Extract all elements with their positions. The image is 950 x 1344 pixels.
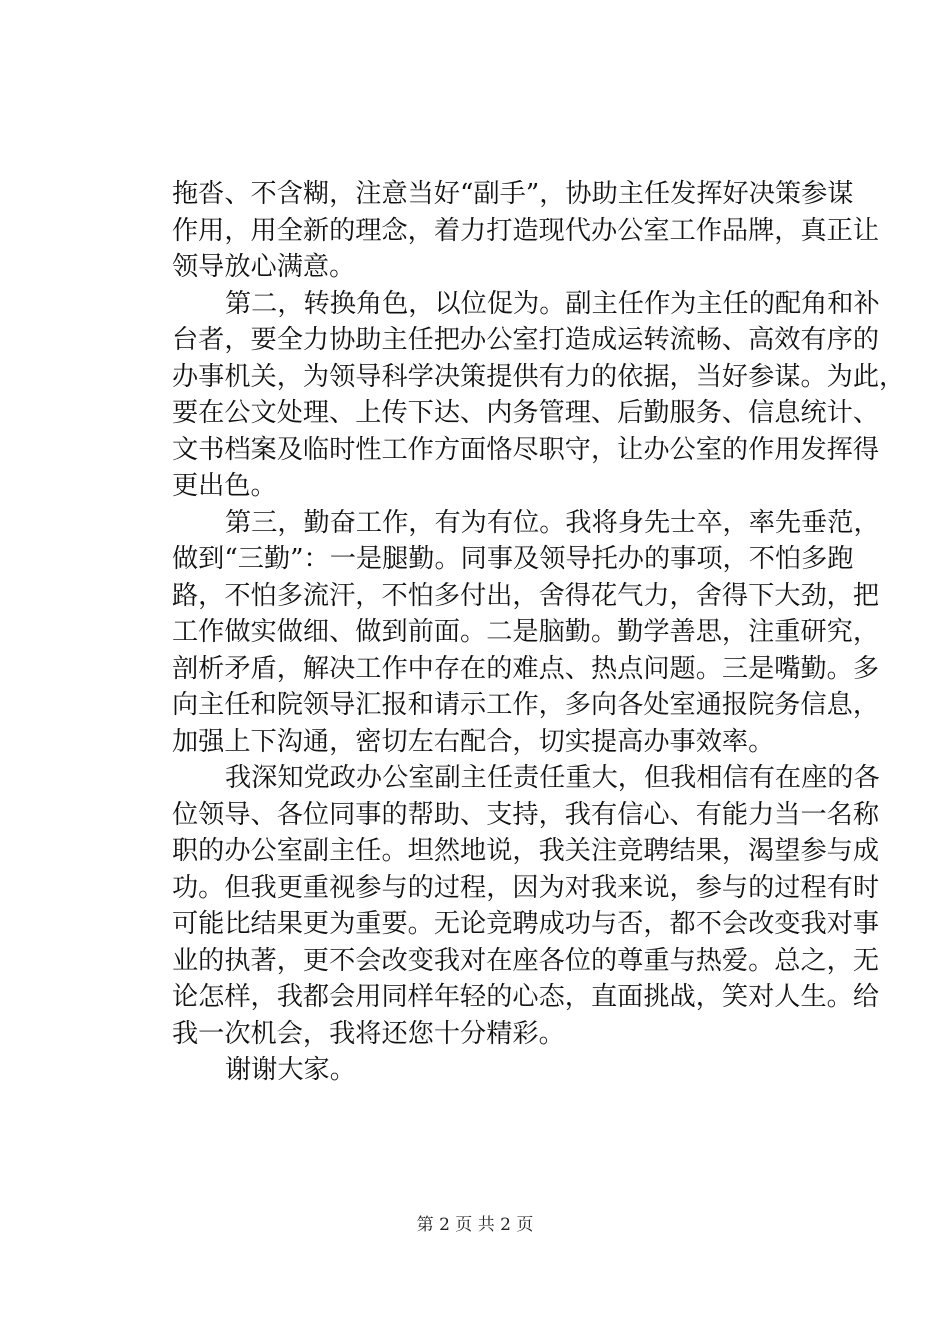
text-line: 路，不怕多流汗，不怕多付出，舍得花气力，舍得下大劲，把 — [172, 580, 880, 611]
paragraph-first-line: 第二，转换角色，以位促为。副主任作为主任的配角和补 — [225, 288, 880, 319]
paragraph-first-line: 我深知党政办公室副主任责任重大，但我相信有在座的各 — [225, 763, 880, 793]
text-line: 职的办公室副主任。坦然地说，我关注竞聘结果，渴望参与成 — [172, 836, 880, 866]
text-line: 领导放心满意。 — [172, 252, 356, 282]
text-line: 位领导、各位同事的帮助、支持，我有信心、有能力当一名称 — [172, 799, 880, 830]
text-line: 办事机关，为领导科学决策提供有力的依据，当好参谋。为此， — [172, 361, 906, 392]
paragraph-first-line: 第三，勤奋工作，有为有位。我将身先士卒，率先垂范， — [225, 507, 880, 538]
text-line: 论怎样，我都会用同样年轻的心态，直面挑战，笑对人生。给 — [172, 982, 880, 1012]
text-line: 向主任和院领导汇报和请示工作，多向各处室通报院务信息， — [172, 690, 880, 720]
text-line: 可能比结果更为重要。无论竞聘成功与否，都不会改变我对事 — [172, 909, 880, 939]
text-line: 业的执著，更不会改变我对在座各位的尊重与热爱。总之，无 — [172, 945, 880, 976]
text-line: 工作做实做细、做到前面。二是脑勤。勤学善思，注重研究， — [172, 617, 880, 647]
text-line: 我一次机会，我将还您十分精彩。 — [172, 1018, 565, 1049]
page-footer — [0, 1214, 950, 1236]
document-body — [172, 176, 906, 1089]
text-line: 要在公文处理、上传下达、内务管理、后勤服务、信息统计、 — [172, 398, 880, 428]
text-line: 拖沓、不含糊，注意当好“副手”，协助主任发挥好决策参谋 — [172, 179, 854, 209]
text-line: 作用，用全新的理念，着力打造现代办公室工作品牌，真正让 — [172, 215, 880, 246]
text-line: 做到“三勤”：一是腿勤。同事及领导托办的事项，不怕多跑 — [172, 544, 854, 574]
text-line: 功。但我更重视参与的过程，因为对我来说，参与的过程有时 — [172, 872, 880, 903]
closing-line: 谢谢大家。 — [225, 1055, 356, 1085]
text-line: 剖析矛盾，解决工作中存在的难点、热点问题。三是嘴勤。多 — [172, 653, 880, 684]
text-line: 文书档案及临时性工作方面恪尽职守，让办公室的作用发挥得 — [172, 434, 880, 465]
text-line: 加强上下沟通，密切左右配合，切实提高办事效率。 — [172, 726, 775, 757]
text-line: 台者，要全力协助主任把办公室打造成运转流畅、高效有序的 — [172, 325, 880, 355]
text-line: 更出色。 — [172, 471, 277, 501]
page-number-label: 第 2 页 共 2 页 — [416, 1215, 534, 1235]
